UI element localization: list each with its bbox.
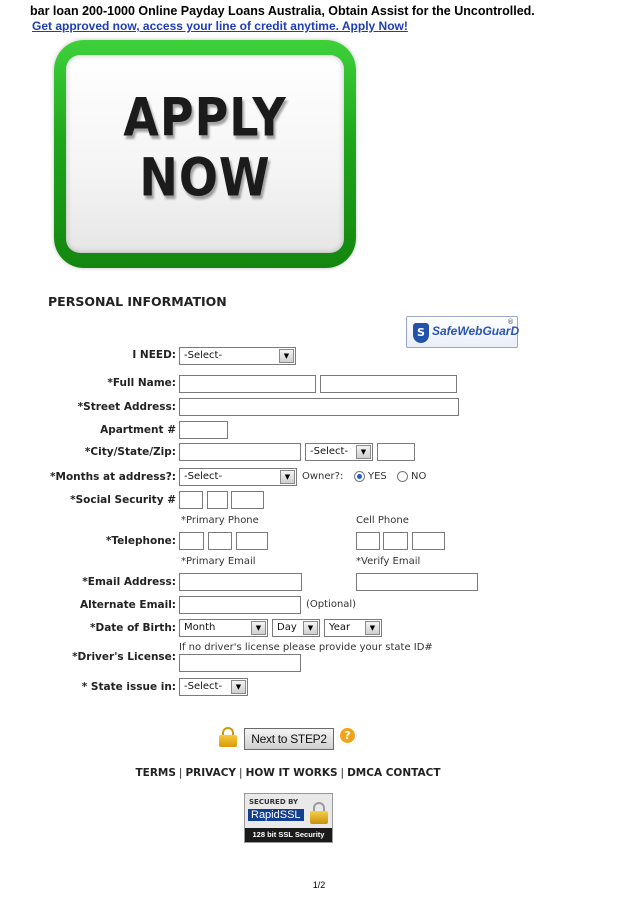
padlock-icon [310,802,328,824]
chevron-down-icon: ▼ [251,621,266,635]
need-label: I NEED: [132,349,176,361]
ssl-secured-by: SECURED BY [249,798,299,806]
owner-yes-label: YES [368,471,387,482]
apply-now-link[interactable]: Get approved now, access your line of credit anytime. Apply Now! [32,19,408,33]
email-input[interactable] [179,573,302,591]
section-title: PERSONAL INFORMATION [48,294,227,309]
page-number: 1/2 [312,880,326,890]
ssn-label: *Social Security # [70,494,176,506]
chevron-down-icon: ▼ [280,470,295,484]
privacy-link[interactable]: PRIVACY [185,767,237,779]
safewebguard-badge[interactable] [406,316,518,348]
ssl-strength: 128 bit SSL Security [245,828,332,842]
last-name-input[interactable] [320,375,457,393]
dob-label: *Date of Birth: [90,622,176,634]
license-input[interactable] [179,654,301,672]
registered-mark: ® [507,318,514,326]
city-state-zip-label: *City/State/Zip: [84,446,176,458]
state-issue-select[interactable] [179,678,248,696]
dob-year-value: Year [329,622,351,633]
phone-prefix-input[interactable] [208,532,232,550]
chevron-down-icon: ▼ [356,445,371,459]
cell-area-input[interactable] [356,532,380,550]
dmca-contact-link[interactable]: DMCA CONTACT [347,767,441,779]
email-label: *Email Address: [82,576,176,588]
months-select-value: -Select- [184,471,223,482]
phone-line-input[interactable] [236,532,268,550]
help-icon[interactable]: ? [340,728,355,743]
ssn-part3-input[interactable] [231,491,264,509]
chevron-down-icon: ▼ [365,621,380,635]
cell-prefix-input[interactable] [383,532,408,550]
apply-word: APPLY [123,85,287,149]
dob-day-value: Day [277,622,297,633]
primary-email-caption: *Primary Email [181,556,256,567]
months-select[interactable] [179,468,297,486]
now-word: NOW [139,145,271,209]
dob-year-select[interactable] [324,619,382,637]
ssn-part2-input[interactable] [207,491,228,509]
primary-phone-caption: *Primary Phone [181,515,259,526]
verify-email-caption: *Verify Email [356,556,421,567]
ssn-part1-input[interactable] [179,491,203,509]
apartment-label: Apartment # [100,424,176,436]
chevron-down-icon: ▼ [231,680,246,694]
shield-icon: S [413,323,429,343]
dob-month-select[interactable] [179,619,268,637]
lock-icon [219,727,237,747]
need-select[interactable] [179,347,296,365]
chevron-down-icon: ▼ [303,621,318,635]
alt-email-input[interactable] [179,596,301,614]
dob-day-select[interactable] [272,619,320,637]
rapidssl-seal[interactable] [244,793,333,843]
cell-line-input[interactable] [412,532,445,550]
city-input[interactable] [179,443,301,461]
ssl-brand: RapidSSL [248,809,304,821]
owner-no-label: NO [411,471,427,482]
terms-link[interactable]: TERMS [135,767,176,779]
next-step-button[interactable]: Next to STEP2 [244,728,334,750]
phone-area-input[interactable] [179,532,204,550]
badge-text: SafeWebGuarD [432,324,520,338]
need-select-value: -Select- [184,350,223,361]
state-issue-value: -Select- [184,681,223,692]
state-issue-label: * State issue in: [81,681,176,693]
telephone-label: *Telephone: [105,535,176,547]
how-it-works-link[interactable]: HOW IT WORKS [245,767,338,779]
page-title: bar loan 200-1000 Online Payday Loans Australia, Obtain Assist for the Uncontrolled. [30,4,535,18]
cell-phone-caption: Cell Phone [356,515,409,526]
verify-email-input[interactable] [356,573,478,591]
owner-no-radio[interactable] [397,471,408,482]
state-select[interactable] [305,443,373,461]
license-label: *Driver's License: [72,651,176,663]
first-name-input[interactable] [179,375,316,393]
state-select-value: -Select- [310,446,349,457]
dob-month-value: Month [184,622,216,633]
optional-note: (Optional) [306,599,357,610]
full-name-label: *Full Name: [107,377,176,389]
apartment-input[interactable] [179,421,228,439]
chevron-down-icon: ▼ [279,349,294,363]
license-hint: If no driver's license please provide your state ID# [179,642,433,653]
owner-yes-radio[interactable] [354,471,365,482]
street-input[interactable] [179,398,459,416]
alt-email-label: Alternate Email: [80,599,176,611]
months-label: *Months at address?: [50,471,176,483]
footer-links: TERMS | PRIVACY | HOW IT WORKS | DMCA CONTACT [135,767,441,779]
owner-label: Owner?: [302,471,344,482]
zip-input[interactable] [377,443,415,461]
street-label: *Street Address: [77,401,176,413]
